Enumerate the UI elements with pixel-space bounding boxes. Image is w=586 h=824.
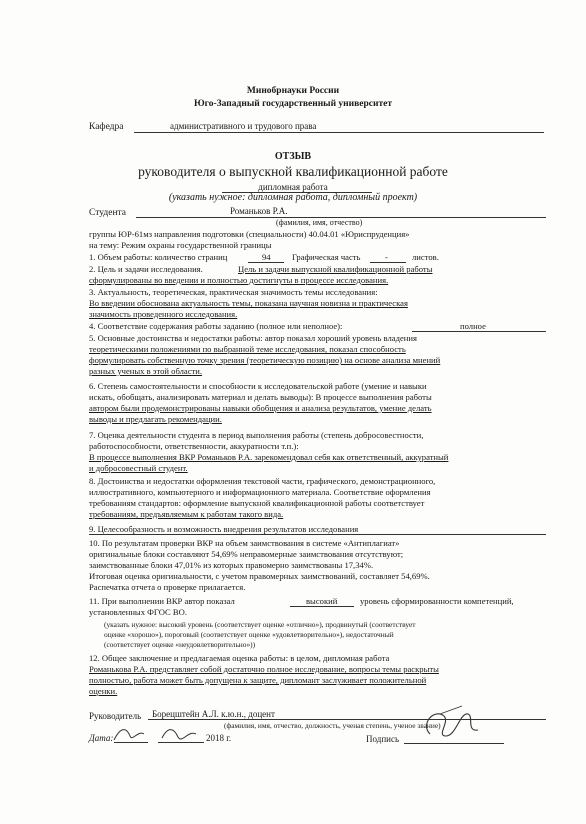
item-1-sheets: листов. [412, 252, 439, 262]
item-11-label-b: уровень сформированности компетенций, [360, 596, 514, 606]
student-hint: (фамилия, имя, отчество) [276, 218, 363, 227]
item-10-line-e: Распечатка отчета о проверке прилагается. [89, 582, 246, 592]
signature-label: Подпись [366, 734, 400, 744]
item-2-value-b: сформулированы во введении и полностью достигнуты в процессе исследования. [89, 275, 389, 285]
department-label: Кафедра [89, 122, 124, 132]
item-11-level: высокий [306, 596, 338, 606]
item-11-hint-b: оценке «хорошо»), пороговый (соответствует оценке «удовлетворительно»), недостаточный [104, 630, 394, 639]
supervisor-label: Руководитель [89, 711, 142, 721]
item-1-label: 1. Объем работы: количество страниц [89, 252, 228, 262]
item-12-line-c: полностью, работа может быть допущена к защите, дипломант заслуживает положительной [89, 675, 427, 685]
item-3-line-c: значимость проведенного исследования. [89, 309, 238, 319]
item-2-value-a: Цель и задачи выпускной квалификационной работы [238, 264, 433, 274]
department-value: административного и трудового права [170, 121, 317, 131]
topic-line: на тему: Режим охраны государственной границы [89, 240, 272, 250]
ministry-heading: Минобрнауки России [246, 86, 340, 96]
item-7-line-b: работоспособности, ответственности, аккуратности т.п.): [89, 441, 299, 451]
date-year: 2018 г. [206, 733, 232, 743]
item-12-line-b: Романькова Р.А. представляет собой достаточно полное исследование, вопросы темы раскрыты [89, 664, 439, 674]
item-5-line-d: разных ученых в этой области. [89, 366, 203, 376]
handwritten-date [110, 722, 210, 746]
item-9-underline [89, 534, 546, 535]
supervisor-signature [416, 702, 486, 746]
item-11-hint-c: (соответствует оценке «неудовлетворительно»)) [104, 640, 256, 649]
item-11-hint-a: (указать нужное: высокий уровень (соответствует оценке «отлично»), продвинутый (соответствует [104, 620, 416, 629]
work-type: дипломная работа [258, 182, 328, 192]
item-6-line-c: автором были продемонстрированы навыки обобщения и анализа результатов, умение делать [89, 403, 432, 413]
item-3-line-a: 3. Актуальность, теоретическая, практическая значимость темы исследования: [89, 287, 378, 297]
item-7-line-c: В процессе выполнения ВКР Романьков Р.А. зарекомендовал себя как ответственный, аккуратный [89, 452, 449, 462]
item-5-line-a: 5. Основные достоинства и недостатки работы: автор показал хороший уровень владения [89, 333, 417, 343]
supervisor-hint: (фамилия, имя, отчество, должность, ученая степень, ученое звание) [224, 721, 441, 730]
item-8-line-c: требованиям стандартов: оформление выпускной квалификационной работы соответствует [89, 498, 425, 508]
item-1-graphic-line [370, 262, 406, 263]
item-5-line-c: формулировать собственную точку зрения (теоретическую позицию) на основе анализа мнений [89, 355, 441, 365]
supervisor-value: Борецштейн А.Л. к.ю.н., доцент [152, 709, 275, 719]
item-6-line-b: искать, обобщать, анализировать материал и делать выводы): В процессе выполнения работы [89, 392, 432, 402]
item-12-line-d: оценки. [89, 686, 118, 696]
university-heading: Юго-Западный государственный университет [193, 99, 392, 109]
item-6-line-a: 6. Степень самостоятельности и способности к исследовательской работе (умение и навыки [89, 381, 427, 391]
document-title: ОТЗЫВ [274, 151, 312, 162]
item-4-value: полное [460, 321, 486, 331]
department-underline [134, 132, 544, 133]
item-11-level-line [290, 606, 354, 607]
item-12-line-a: 12. Общее заключение и предлагаемая оценка работы: в целом, дипломная работа [89, 653, 390, 663]
item-1-graphic-label: Графическая часть [292, 252, 361, 262]
item-10-line-c: заимствованные блоки 47,01% из которых правомерно заимствованы 17,34%. [89, 560, 374, 570]
item-1-pages: 94 [262, 252, 271, 262]
item-4-label: 4. Соответствие содержания работы заданию (полное или неполное): [89, 321, 343, 331]
item-7-line-d: и добросовестный студент. [89, 463, 188, 473]
item-9-line: 9. Целесообразность и возможность внедрения результатов исследования [89, 524, 359, 534]
item-10-line-d: Итоговая оценка оригинальности, с учетом правомерных заимствований, составляет 54,69%. [89, 571, 430, 581]
item-4-underline [412, 331, 546, 332]
item-3-line-b: Во введении обоснована актуальность темы, показана научная новизна и практическая [89, 298, 408, 308]
work-type-hint: (указать нужное: дипломная работа, дипломный проект) [168, 192, 418, 203]
group-line: группы ЮР-61мз направления подготовки (специальности) 40.04.01 «Юриспруденция» [89, 229, 410, 239]
item-1-pages-line [248, 262, 284, 263]
date-label: Дата: [89, 733, 114, 743]
item-8-line-d: требованиям, предъявляемым к работам такого вида. [89, 509, 284, 519]
student-name: Романьков Р.А. [230, 206, 288, 216]
item-11-line-c: установленных ФГОС ВО. [89, 607, 187, 617]
supervisor-underline [148, 719, 546, 720]
document-subtitle: руководителя о выпускной квалификационной работе [138, 164, 448, 179]
item-1-graphic-value: - [385, 252, 388, 262]
item-11-label: 11. При выполнении ВКР автор показал [89, 596, 235, 606]
item-2-label: 2. Цель и задачи исследования. [89, 264, 203, 274]
item-5-line-b: теоретическими положениями по выбранной теме исследования, показал способность [89, 344, 406, 354]
item-10-line-b: оригинальные блоки составляют 54,69% неправомерные заимствования отсутствуют; [89, 549, 404, 559]
item-7-line-a: 7. Оценка деятельности студента в период выполнения работы (степень добросовестности, [89, 430, 424, 440]
item-6-line-d: выводы и предлагать рекомендации. [89, 414, 222, 424]
student-label: Студента [89, 208, 127, 218]
item-8-line-b: иллюстративного, компьютерного и информационного материала. Соответствие оформления [89, 487, 431, 497]
item-10-line-a: 10. По результатам проверки ВКР на объем заимствования в системе «Антиплагиат» [89, 538, 400, 548]
item-8-line-a: 8. Достоинства и недостатки оформления текстовой части, графического, демонстрационного, [89, 476, 436, 486]
